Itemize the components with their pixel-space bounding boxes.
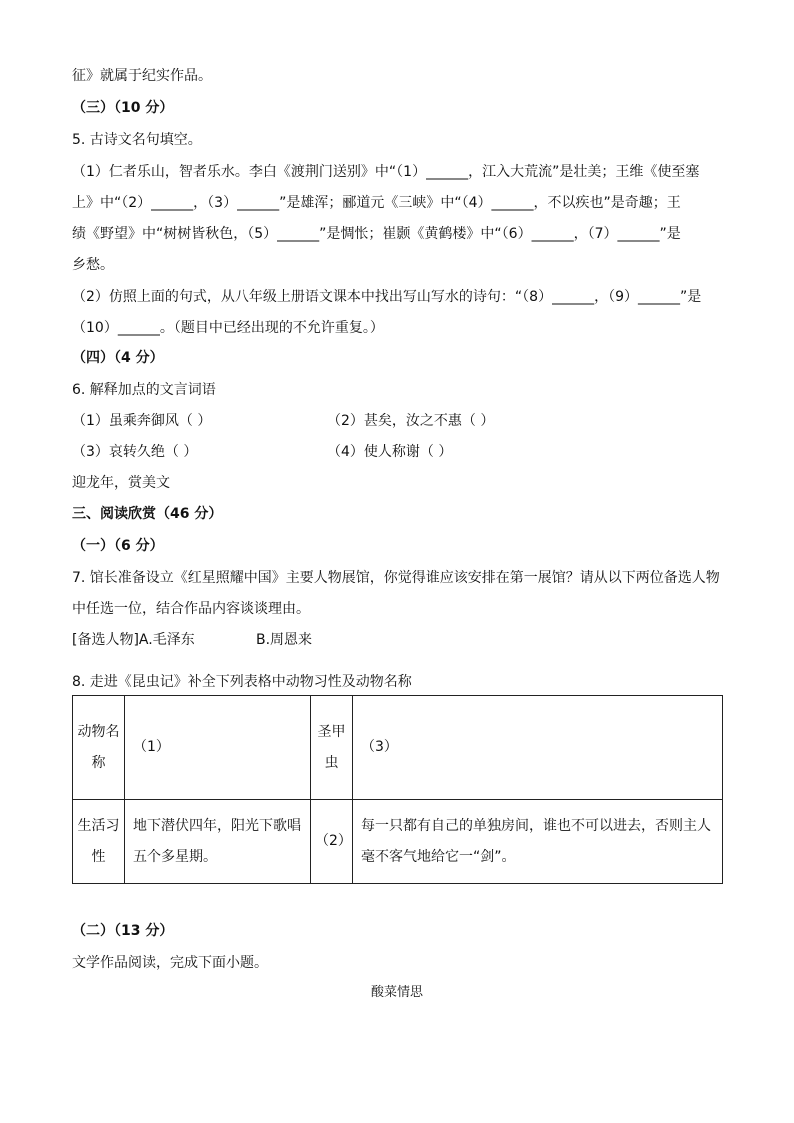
note-line: 迎龙年，赏美文 (72, 475, 170, 491)
question-6-item-4: （4）使人称谢（ ） (327, 444, 453, 460)
table-cell: 每一只都有自己的单独房间，谁也不可以进去，否则主人毫不客气地给它一“剑”。 (353, 800, 723, 884)
question-5-2-line-a: （2）仿照上面的句式，从八年级上册语文课本中找出写山写水的诗句：“（8）______，（9）______”是 (72, 289, 702, 305)
question-5-1-line-b: 上》中“（2）______，（3）______”是雄浑；郦道元《三峡》中“（4）______，不以疾也”是奇趣；王 (72, 195, 681, 211)
question-7-option-b: B.周恩来 (256, 632, 313, 648)
table-cell: 地下潜伏四年，阳光下歌唱五个多星期。 (125, 800, 311, 884)
question-7-line-b: 中任选一位，结合作品内容谈谈理由。 (72, 601, 310, 617)
question-5-1-line-a: （1）仁者乐山，智者乐水。李白《渡荆门送别》中“（1）______，江入大荒流”是壮美；王维《使至塞 (72, 164, 700, 180)
table-cell: 动物名称 (73, 696, 125, 800)
section-3-heading: 三、阅读欣赏（46 分） (72, 506, 223, 522)
table-row (73, 696, 723, 800)
question-5-1-line-c: 绩《野望》中“树树皆秋色，（5）______”是惆怅；崔颢《黄鹤楼》中“（6）______，（7）______”是 (72, 226, 681, 242)
table-row (73, 800, 723, 884)
question-7-option-a: [备选人物]A.毛泽东 (72, 632, 195, 648)
line-intro: 征》就属于纪实作品。 (72, 68, 212, 84)
table-cell: （1） (125, 696, 311, 800)
subsection-2-heading: （二）（13 分） (72, 923, 174, 939)
reading-instruction: 文学作品阅读，完成下面小题。 (72, 955, 268, 971)
question-6-item-2: （2）甚矣，汝之不惠（ ） (327, 413, 495, 429)
subsection-1-heading: （一）（6 分） (72, 538, 164, 554)
animal-table (72, 695, 723, 884)
table-cell: （2） (311, 800, 353, 884)
question-5-1-line-d: 乡愁。 (72, 257, 114, 273)
question-7-line-a: 7. 馆长准备设立《红星照耀中国》主要人物展馆，你觉得谁应该安排在第一展馆？请从以下两位备选人物 (72, 570, 720, 586)
table-cell: 圣甲虫 (311, 696, 353, 800)
question-5: 5. 古诗文名句填空。 (72, 132, 202, 148)
table-cell: 生活习性 (73, 800, 125, 884)
question-5-2-line-b: （10）______。（题目中已经出现的不允许重复。） (72, 320, 384, 336)
question-6: 6. 解释加点的文言词语 (72, 382, 216, 398)
section-heading-4: （四）（4 分） (72, 350, 164, 366)
question-8: 8. 走进《昆虫记》补全下列表格中动物习性及动物名称 (72, 674, 412, 690)
question-6-item-3: （3）哀转久绝（ ） (72, 444, 198, 460)
passage-title: 酸菜情思 (370, 985, 423, 1000)
question-6-item-1: （1）虽乘奔御风（ ） (72, 413, 212, 429)
table-cell: （3） (353, 696, 723, 800)
section-heading-3: （三）（10 分） (72, 100, 174, 116)
